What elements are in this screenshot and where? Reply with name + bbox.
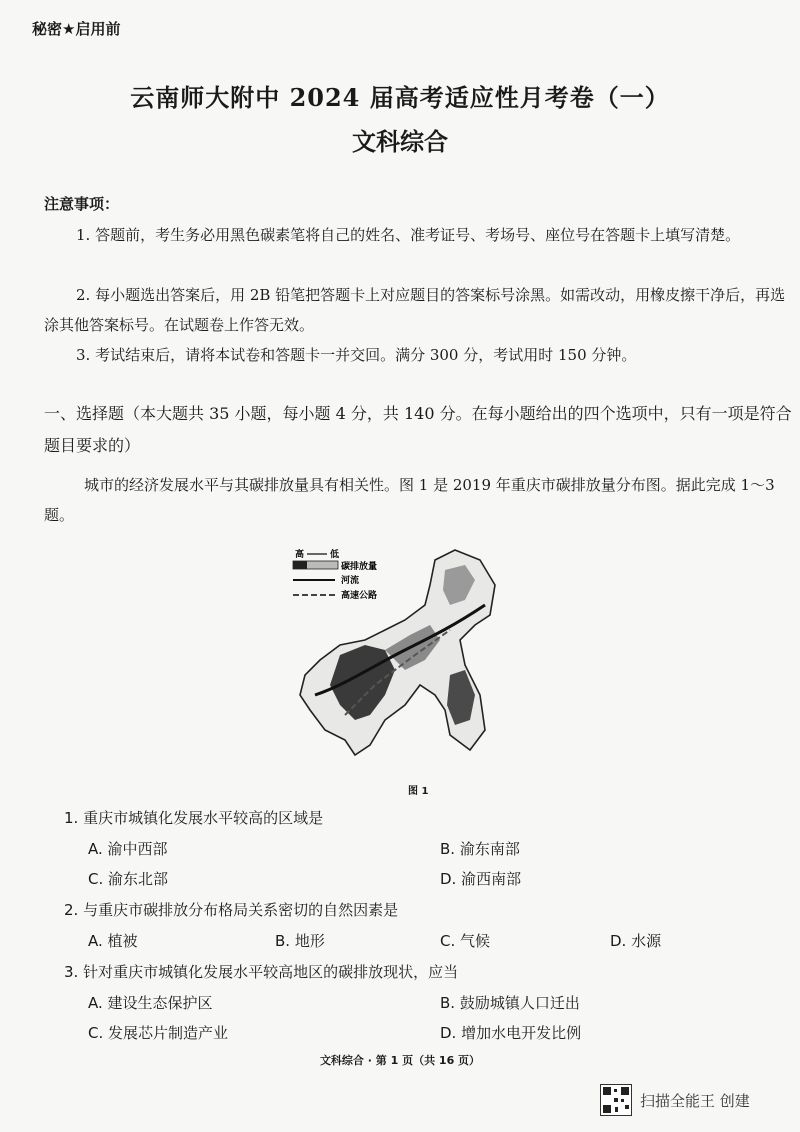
question-1-option-d: D. 渝西南部 [440,870,522,888]
question-3-option-c: C. 发展芯片制造产业 [88,1024,229,1042]
question-2-option-a: A. 植被 [88,932,138,950]
exam-title: 云南师大附中 2024 届高考适应性月考卷（一） [130,83,670,112]
qr-code-svg [601,1085,631,1115]
question-3-option-a: A. 建设生态保护区 [88,994,213,1012]
scanner-watermark [600,1084,750,1116]
page-footer: 文科综合 · 第 1 页（共 16 页） [319,1054,481,1067]
question-2-option-b: B. 地形 [275,932,325,950]
question-intro: 城市的经济发展水平与其碳排放量具有相关性。图 1 是 2019 年重庆市碳排放量分布图。据此完成 1～3 题。 [44,476,775,524]
question-1-option-b: B. 渝东南部 [440,840,520,858]
notice-item-1: 1. 答题前，考生务必用黑色碳素笔将自己的姓名、准考证号、考场号、座位号在答题卡上填写清楚。 [76,226,741,244]
figure-caption: 图 1 [408,786,429,797]
legend-highway-label: 高速公路 [341,591,378,601]
question-2-option-d: D. 水源 [610,932,662,950]
legend-gradient-dark [293,561,307,569]
carbon-emission-map [285,545,510,775]
legend-carbon-label: 碳排放量 [341,562,378,572]
question-3-stem: 3. 针对重庆市城镇化发展水平较高地区的碳排放现状，应当 [64,963,459,981]
notice-item-2: 2. 每小题选出答案后，用 2B 铅笔把答题卡上对应题目的答案标号涂黑。如需改动，用橡皮擦干净后，再选涂其他答案标号。在试题卷上作答无效。 [44,286,786,334]
map-svg [285,545,510,775]
notice-item-3: 3. 考试结束后，请将本试卷和答题卡一并交回。满分 300 分，考试用时 150 分钟。 [76,346,637,364]
question-2-option-c: C. 气候 [440,932,491,950]
question-1-option-a: A. 渝中西部 [88,840,168,858]
watermark-text: 扫描全能王 创建 [640,1091,750,1110]
confidential-label: 秘密★启用前 [32,20,121,38]
exam-subtitle: 文科综合 [352,127,448,156]
qr-code-icon [600,1084,632,1116]
notice-heading: 注意事项： [44,195,120,213]
question-3-option-d: D. 增加水电开发比例 [440,1024,582,1042]
question-1-option-c: C. 渝东北部 [88,870,169,888]
legend-river-label: 河流 [341,576,360,586]
section-heading: 一、选择题（本大题共 35 小题，每小题 4 分，共 140 分。在每小题给出的四个选项中，只有一项是符合题目要求的） [44,404,792,455]
question-3-option-b: B. 鼓励城镇人口迁出 [440,994,580,1012]
question-2-stem: 2. 与重庆市碳排放分布格局关系密切的自然因素是 [64,901,399,919]
question-1-stem: 1. 重庆市城镇化发展水平较高的区域是 [64,809,324,827]
legend-low: 低 [330,550,340,560]
legend-high: 高 [295,550,305,560]
